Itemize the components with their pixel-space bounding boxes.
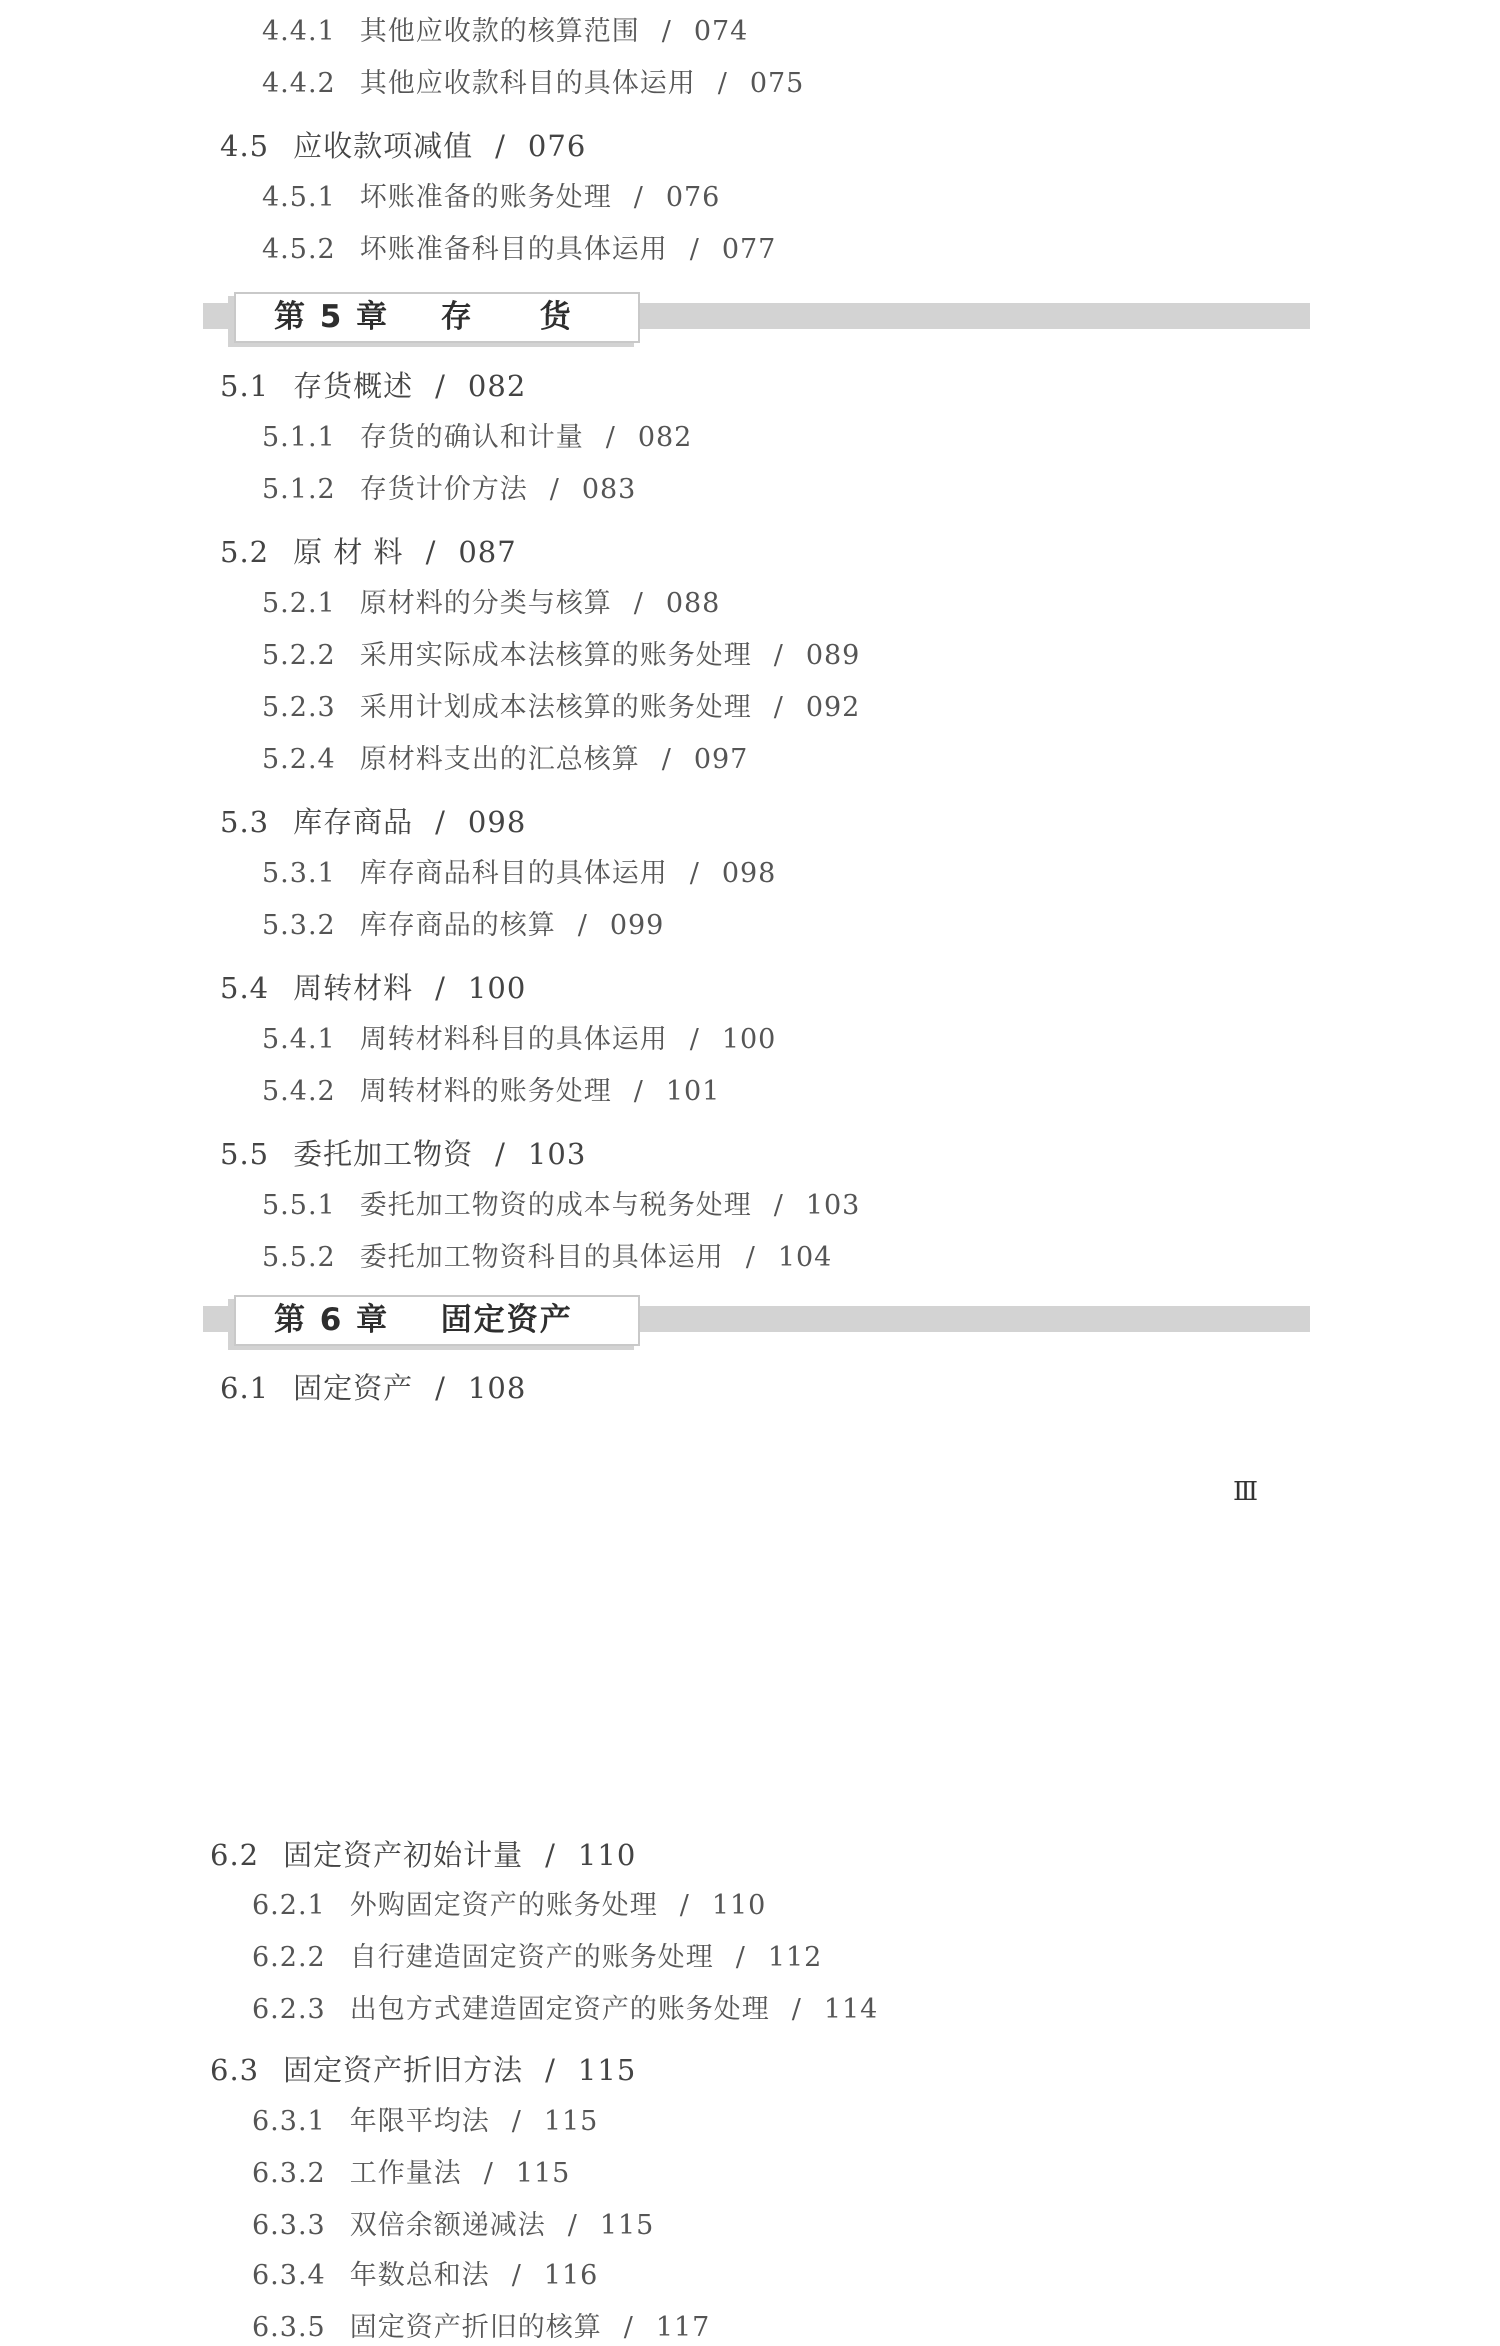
toc-entry bbox=[220, 970, 526, 1006]
toc-entry-page-number: 082 bbox=[637, 422, 693, 453]
toc-entry bbox=[262, 908, 664, 944]
toc-entry bbox=[262, 1188, 860, 1224]
chapter-6-label: 第 6 章 bbox=[274, 1302, 390, 1338]
toc-entry-title: 其他应收款的核算范围 bbox=[359, 16, 640, 47]
toc-entry-separator: / bbox=[545, 2053, 556, 2087]
toc-entry bbox=[220, 368, 526, 404]
toc-entry-number: 6.3.4 bbox=[252, 2260, 326, 2291]
toc-entry-separator: / bbox=[689, 1024, 700, 1055]
toc-entry-separator: / bbox=[689, 234, 700, 265]
toc-entry-number: 5.3.1 bbox=[262, 858, 336, 889]
toc-entry-separator: / bbox=[435, 1371, 446, 1405]
toc-entry-separator: / bbox=[633, 1076, 644, 1107]
chapter-5-label: 第 5 章 bbox=[274, 299, 390, 335]
toc-entry-separator: / bbox=[773, 692, 784, 723]
toc-entry bbox=[252, 1992, 878, 2028]
toc-page-lower bbox=[0, 1820, 1500, 2343]
toc-entry-page-number: 076 bbox=[665, 182, 721, 213]
toc-entry-number: 6.3.1 bbox=[252, 2106, 326, 2137]
toc-entry-number: 5.4.2 bbox=[262, 1076, 336, 1107]
toc-entry-title: 委托加工物资科目的具体运用 bbox=[359, 1242, 724, 1273]
page-folio: Ⅲ bbox=[1233, 1477, 1259, 1507]
toc-entry-page-number: 092 bbox=[805, 692, 861, 723]
toc-entry-number: 6.2.2 bbox=[252, 1942, 326, 1973]
toc-entry-title: 原材料的分类与核算 bbox=[359, 588, 612, 619]
toc-entry-separator: / bbox=[717, 68, 728, 99]
toc-entry-title: 自行建造固定资产的账务处理 bbox=[349, 1942, 714, 1973]
toc-entry-number: 5.2.1 bbox=[262, 588, 336, 619]
toc-entry-title: 存货的确认和计量 bbox=[359, 422, 584, 453]
toc-entry-separator: / bbox=[735, 1942, 746, 1973]
toc-entry-number: 5.4.1 bbox=[262, 1024, 336, 1055]
toc-entry-page-number: 077 bbox=[721, 234, 777, 265]
toc-entry-title: 周转材料的账务处理 bbox=[359, 1076, 612, 1107]
toc-entry bbox=[220, 1136, 586, 1172]
toc-entry bbox=[262, 638, 860, 674]
toc-entry-separator: / bbox=[773, 640, 784, 671]
toc-entry-page-number: 112 bbox=[767, 1942, 823, 1973]
toc-entry-page-number: 110 bbox=[577, 1838, 637, 1872]
toc-entry-separator: / bbox=[549, 474, 560, 505]
toc-entry bbox=[252, 2258, 598, 2294]
toc-entry bbox=[262, 856, 776, 892]
toc-entry-separator: / bbox=[773, 1190, 784, 1221]
toc-entry-number: 6.3 bbox=[210, 2053, 260, 2087]
toc-entry-page-number: 098 bbox=[467, 805, 527, 839]
toc-entry-page-number: 076 bbox=[527, 129, 587, 163]
toc-entry bbox=[262, 420, 692, 456]
toc-entry bbox=[252, 1940, 822, 1976]
toc-entry-page-number: 115 bbox=[577, 2053, 637, 2087]
toc-entry-title: 出包方式建造固定资产的账务处理 bbox=[349, 1994, 770, 2025]
toc-entry-page-number: 099 bbox=[609, 910, 665, 941]
toc-entry-page-number: 110 bbox=[711, 1890, 767, 1921]
toc-entry bbox=[220, 534, 517, 570]
toc-entry-number: 5.2.2 bbox=[262, 640, 336, 671]
toc-entry-separator: / bbox=[545, 1838, 556, 1872]
toc-entry-page-number: 100 bbox=[721, 1024, 777, 1055]
toc-entry-title: 年数总和法 bbox=[349, 2260, 490, 2291]
toc-entry-page-number: 101 bbox=[665, 1076, 721, 1107]
toc-entry-title: 坏账准备的账务处理 bbox=[359, 182, 612, 213]
toc-entry-separator: / bbox=[483, 2158, 494, 2189]
toc-entry-page-number: 098 bbox=[721, 858, 777, 889]
toc-entry-title: 存货概述 bbox=[293, 369, 414, 403]
toc-entry-page-number: 115 bbox=[515, 2158, 571, 2189]
toc-entry-number: 4.5.1 bbox=[262, 182, 336, 213]
toc-entry-separator: / bbox=[511, 2106, 522, 2137]
toc-entry-page-number: 108 bbox=[467, 1371, 527, 1405]
toc-entry-page-number: 104 bbox=[777, 1242, 833, 1273]
toc-entry-number: 4.4.1 bbox=[262, 16, 336, 47]
toc-entry-number: 4.4.2 bbox=[262, 68, 336, 99]
toc-entry-number: 5.5 bbox=[220, 1137, 270, 1171]
toc-entry-title: 坏账准备科目的具体运用 bbox=[359, 234, 668, 265]
toc-entry-page-number: 114 bbox=[823, 1994, 879, 2025]
toc-entry bbox=[262, 1240, 832, 1276]
chapter-6-title: 固定资产 bbox=[440, 1302, 573, 1338]
toc-entry-page-number: 103 bbox=[527, 1137, 587, 1171]
toc-entry-number: 5.1.1 bbox=[262, 422, 336, 453]
toc-entry-separator: / bbox=[661, 744, 672, 775]
toc-entry bbox=[262, 1022, 776, 1058]
toc-entry bbox=[262, 472, 636, 508]
toc-entry-title: 固定资产 bbox=[293, 1371, 414, 1405]
toc-entry bbox=[210, 1837, 636, 1873]
toc-entry-title: 原 材 料 bbox=[293, 535, 404, 569]
toc-entry-page-number: 103 bbox=[805, 1190, 861, 1221]
toc-entry-title: 周转材料科目的具体运用 bbox=[359, 1024, 668, 1055]
toc-entry-page-number: 117 bbox=[655, 2312, 711, 2343]
toc-entry bbox=[262, 66, 804, 102]
toc-entry-title: 采用实际成本法核算的账务处理 bbox=[359, 640, 752, 671]
toc-entry-title: 外购固定资产的账务处理 bbox=[349, 1890, 658, 1921]
toc-entry-number: 6.1 bbox=[220, 1371, 270, 1405]
toc-entry-number: 5.4 bbox=[220, 971, 270, 1005]
toc-entry-title: 采用计划成本法核算的账务处理 bbox=[359, 692, 752, 723]
toc-entry-separator: / bbox=[633, 182, 644, 213]
toc-entry-separator: / bbox=[661, 16, 672, 47]
toc-entry-title: 库存商品的核算 bbox=[359, 910, 556, 941]
toc-entry bbox=[262, 586, 720, 622]
toc-entry bbox=[262, 180, 720, 216]
chapter-6-heading bbox=[274, 1295, 573, 1346]
toc-entry-title: 固定资产初始计量 bbox=[283, 1838, 524, 1872]
toc-entry-number: 4.5 bbox=[220, 129, 270, 163]
toc-entry-separator: / bbox=[495, 129, 506, 163]
toc-entry-number: 5.2.4 bbox=[262, 744, 336, 775]
toc-entry-title: 库存商品 bbox=[293, 805, 414, 839]
toc-entry-number: 6.2.3 bbox=[252, 1994, 326, 2025]
toc-entry bbox=[210, 2052, 636, 2088]
toc-entry bbox=[220, 128, 586, 164]
toc-entry-page-number: 089 bbox=[805, 640, 861, 671]
toc-entry-page-number: 088 bbox=[665, 588, 721, 619]
toc-entry-separator: / bbox=[435, 971, 446, 1005]
toc-entry-number: 6.2 bbox=[210, 1838, 260, 1872]
toc-entry-page-number: 083 bbox=[581, 474, 637, 505]
chapter-5-heading bbox=[274, 292, 573, 343]
toc-entry-page-number: 116 bbox=[543, 2260, 599, 2291]
toc-entry-page-number: 100 bbox=[467, 971, 527, 1005]
toc-entry-title: 应收款项减值 bbox=[293, 129, 474, 163]
toc-entry-page-number: 087 bbox=[458, 535, 517, 569]
toc-entry-separator: / bbox=[495, 1137, 506, 1171]
toc-entry-number: 6.3.2 bbox=[252, 2158, 326, 2189]
toc-entry-page-number: 082 bbox=[467, 369, 527, 403]
toc-entry-page-number: 074 bbox=[693, 16, 749, 47]
toc-entry bbox=[252, 2310, 710, 2346]
toc-entry-separator: / bbox=[791, 1994, 802, 2025]
toc-entry-number: 5.5.2 bbox=[262, 1242, 336, 1273]
toc-entry-page-number: 115 bbox=[599, 2210, 655, 2241]
toc-entry bbox=[262, 14, 748, 50]
toc-entry-separator: / bbox=[633, 588, 644, 619]
toc-entry bbox=[252, 2156, 570, 2192]
toc-entry-title: 固定资产折旧方法 bbox=[283, 2053, 524, 2087]
toc-entry-title: 库存商品科目的具体运用 bbox=[359, 858, 668, 889]
toc-entry-page-number: 097 bbox=[693, 744, 749, 775]
toc-entry-separator: / bbox=[435, 805, 446, 839]
toc-entry-separator: / bbox=[605, 422, 616, 453]
toc-entry-number: 4.5.2 bbox=[262, 234, 336, 265]
toc-entry-title: 委托加工物资 bbox=[293, 1137, 474, 1171]
toc-entry bbox=[262, 742, 748, 778]
toc-entry-title: 周转材料 bbox=[293, 971, 414, 1005]
toc-entry-number: 5.5.1 bbox=[262, 1190, 336, 1221]
toc-entry-separator: / bbox=[689, 858, 700, 889]
toc-entry-title: 年限平均法 bbox=[349, 2106, 490, 2137]
toc-entry-separator: / bbox=[577, 910, 588, 941]
toc-entry-number: 6.3.3 bbox=[252, 2210, 326, 2241]
toc-entry bbox=[252, 1888, 766, 1924]
toc-entry-number: 5.2 bbox=[220, 535, 270, 569]
toc-entry bbox=[252, 2208, 654, 2244]
toc-entry-number: 5.3 bbox=[220, 805, 270, 839]
toc-entry-title: 委托加工物资的成本与税务处理 bbox=[359, 1190, 752, 1221]
toc-entry-number: 5.1 bbox=[220, 369, 270, 403]
toc-entry-separator: / bbox=[425, 535, 437, 569]
toc-entry bbox=[220, 1370, 526, 1406]
toc-entry-number: 5.1.2 bbox=[262, 474, 336, 505]
toc-entry-title: 固定资产折旧的核算 bbox=[349, 2312, 602, 2343]
toc-entry-number: 5.3.2 bbox=[262, 910, 336, 941]
toc-entry-separator: / bbox=[511, 2260, 522, 2291]
toc-entry bbox=[262, 690, 860, 726]
toc-entry-title: 存货计价方法 bbox=[359, 474, 528, 505]
chapter-5-title: 存 货 bbox=[440, 299, 573, 335]
toc-entry-title: 原材料支出的汇总核算 bbox=[359, 744, 640, 775]
toc-entry bbox=[220, 804, 526, 840]
toc-entry-title: 双倍余额递减法 bbox=[349, 2210, 546, 2241]
toc-entry-title: 其他应收款科目的具体运用 bbox=[359, 68, 696, 99]
toc-entry bbox=[262, 232, 776, 268]
toc-entry-separator: / bbox=[623, 2312, 634, 2343]
toc-entry bbox=[262, 1074, 720, 1110]
toc-entry-separator: / bbox=[435, 369, 446, 403]
toc-entry-page-number: 115 bbox=[543, 2106, 599, 2137]
toc-entry-separator: / bbox=[745, 1242, 756, 1273]
toc-entry bbox=[252, 2104, 598, 2140]
toc-entry-title: 工作量法 bbox=[349, 2158, 462, 2189]
toc-entry-number: 6.2.1 bbox=[252, 1890, 326, 1921]
toc-entry-number: 6.3.5 bbox=[252, 2312, 326, 2343]
toc-entry-number: 5.2.3 bbox=[262, 692, 336, 723]
toc-entry-separator: / bbox=[679, 1890, 690, 1921]
toc-entry-page-number: 075 bbox=[749, 68, 805, 99]
toc-entry-separator: / bbox=[567, 2210, 578, 2241]
